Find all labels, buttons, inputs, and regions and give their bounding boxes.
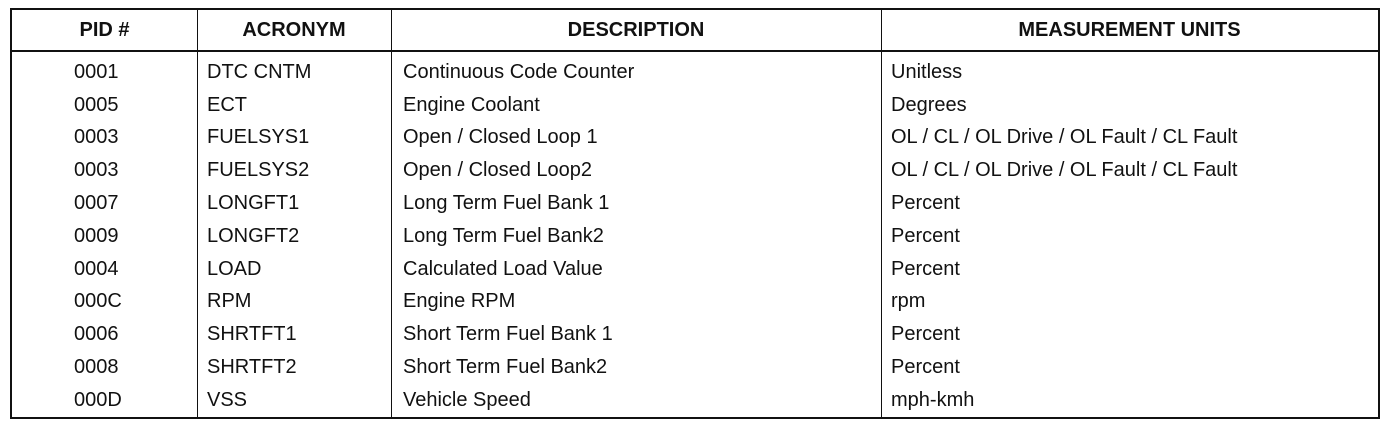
cell-pid: 000D (74, 388, 122, 411)
cell-units: Percent (891, 323, 960, 346)
table-row (12, 56, 1378, 89)
cell-acronym: ECT (207, 93, 247, 116)
cell-units: OL / CL / OL Drive / OL Fault / CL Fault (891, 126, 1238, 149)
cell-acronym: FUELSYS1 (207, 126, 310, 149)
cell-units: OL / CL / OL Drive / OL Fault / CL Fault (891, 159, 1238, 182)
cell-pid: 0008 (74, 356, 119, 379)
cell-pid: 000C (74, 290, 122, 313)
cell-acronym: LOAD (207, 257, 262, 280)
cell-description: Long Term Fuel Bank 1 (403, 192, 610, 215)
cell-acronym: RPM (207, 290, 252, 313)
table-row (12, 318, 1378, 351)
cell-units: Unitless (891, 60, 963, 83)
cell-units: rpm (891, 290, 926, 313)
pid-table (10, 8, 1380, 419)
cell-pid: 0004 (74, 257, 119, 280)
table-header (12, 10, 1378, 52)
cell-pid: 0006 (74, 323, 119, 346)
table-row (12, 187, 1378, 220)
table-row (12, 286, 1378, 319)
header-units: MEASUREMENT UNITS (1018, 19, 1241, 41)
cell-description: Open / Closed Loop2 (403, 159, 593, 182)
table-row (12, 384, 1378, 417)
cell-units: Percent (891, 224, 960, 247)
cell-acronym: LONGFT1 (207, 192, 300, 215)
table-row (12, 351, 1378, 384)
cell-description: Open / Closed Loop 1 (403, 126, 598, 149)
cell-description: Continuous Code Counter (403, 60, 635, 83)
table-body (12, 56, 1378, 417)
cell-description: Vehicle Speed (403, 388, 531, 411)
header-acronym: ACRONYM (242, 19, 346, 41)
cell-units: Percent (891, 356, 960, 379)
cell-acronym: SHRTFT2 (207, 356, 297, 379)
cell-pid: 0007 (74, 192, 119, 215)
cell-acronym: LONGFT2 (207, 224, 300, 247)
cell-pid: 0003 (74, 126, 119, 149)
table-row (12, 89, 1378, 122)
cell-acronym: DTC CNTM (207, 60, 312, 83)
cell-units: mph-kmh (891, 388, 975, 411)
cell-acronym: SHRTFT1 (207, 323, 297, 346)
table-row (12, 122, 1378, 155)
header-pid: PID # (79, 19, 130, 41)
table-row (12, 154, 1378, 187)
cell-description: Short Term Fuel Bank 1 (403, 323, 613, 346)
cell-acronym: FUELSYS2 (207, 159, 310, 182)
cell-pid: 0009 (74, 224, 119, 247)
cell-units: Percent (891, 192, 960, 215)
cell-pid: 0001 (74, 60, 119, 83)
cell-units: Percent (891, 257, 960, 280)
cell-description: Short Term Fuel Bank2 (403, 356, 608, 379)
table-row (12, 220, 1378, 253)
cell-description: Calculated Load Value (403, 257, 603, 280)
cell-pid: 0003 (74, 159, 119, 182)
cell-description: Long Term Fuel Bank2 (403, 224, 604, 247)
cell-acronym: VSS (207, 388, 248, 411)
table-row (12, 253, 1378, 286)
cell-units: Degrees (891, 93, 967, 116)
cell-pid: 0005 (74, 93, 119, 116)
cell-description: Engine Coolant (403, 93, 540, 116)
header-description: DESCRIPTION (567, 19, 705, 41)
cell-description: Engine RPM (403, 290, 516, 313)
